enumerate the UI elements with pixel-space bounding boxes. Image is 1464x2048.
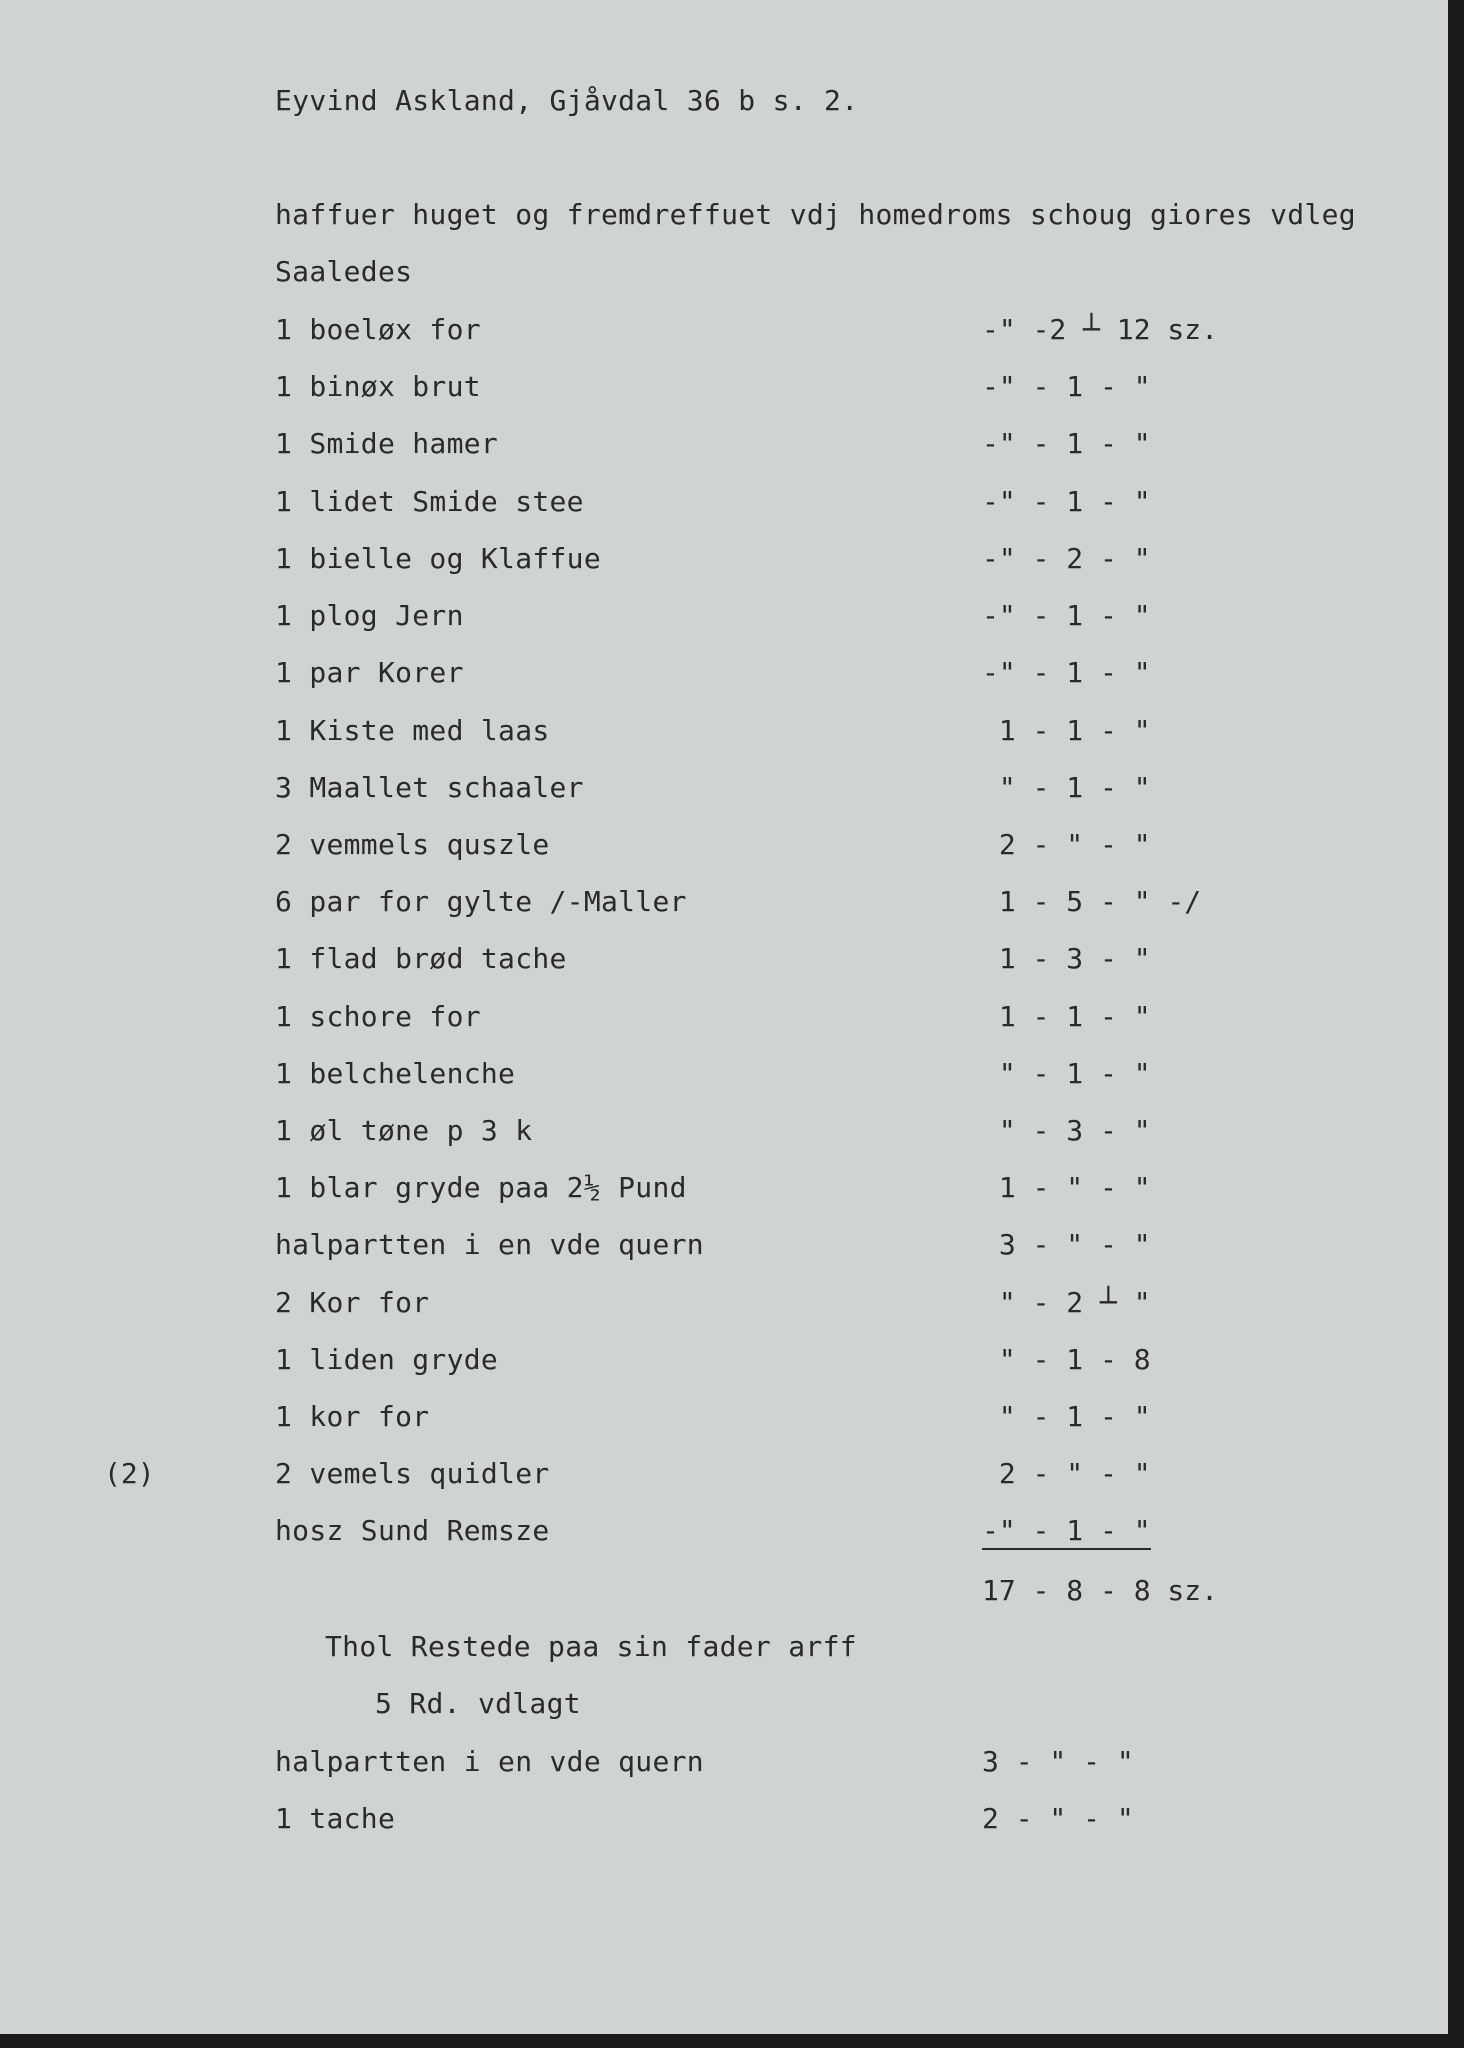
- item-amount: -" - 1 - ": [982, 485, 1151, 518]
- item-amount: -" - 1 - ": [982, 1514, 1151, 1550]
- item-text: 1 binøx brut: [275, 370, 481, 403]
- item-text: 1 plog Jern: [275, 599, 464, 632]
- item-amount: " - 1 - ": [982, 1057, 1151, 1090]
- item-text: hosz Sund Remsze: [275, 1514, 550, 1547]
- item-amount: 1 - 5 - " -/: [982, 885, 1202, 918]
- item-text: 1 liden gryde: [275, 1343, 499, 1376]
- item-text: 1 flad brød tache: [275, 942, 567, 975]
- item-amount: -" - 1 - ": [982, 370, 1151, 403]
- intro-line-1: haffuer huget og fremdreffuet vdj homedroms schoug giores vdleg: [275, 198, 1356, 231]
- item-text: halpartten i en vde quern: [275, 1228, 704, 1261]
- item-text: 2 Kor for: [275, 1286, 430, 1319]
- item-amount: 2 - " - ": [982, 1802, 1134, 1835]
- item-amount: 2 - " - ": [982, 828, 1151, 861]
- item-text: 1 schore for: [275, 1000, 481, 1033]
- item-amount: " - 1 - ": [982, 771, 1151, 804]
- page-header: Eyvind Askland, Gjåvdal 36 b s. 2.: [275, 84, 859, 117]
- item-amount: -" -2 ┴ 12 sz.: [982, 313, 1219, 346]
- item-text: 1 øl tøne p 3 k: [275, 1114, 533, 1147]
- item-text: 1 Smide hamer: [275, 427, 499, 460]
- item-text: 6 par for gylte /-Maller: [275, 885, 687, 918]
- item-text: 2 vemels quidler: [275, 1457, 550, 1490]
- item-amount: 3 - " - ": [982, 1745, 1134, 1778]
- item-amount: 3 - " - ": [982, 1228, 1151, 1261]
- item-amount: 2 - " - ": [982, 1457, 1151, 1490]
- item-text: 1 blar gryde paa 2½ Pund: [275, 1171, 687, 1204]
- item-amount: 1 - 1 - ": [982, 1000, 1151, 1033]
- item-text: 2 vemmels quszle: [275, 828, 550, 861]
- item-amount: -" - 1 - ": [982, 427, 1151, 460]
- item-amount: " - 2 ┴ ": [982, 1286, 1151, 1319]
- item-amount: 1 - " - ": [982, 1171, 1151, 1204]
- item-amount: -" - 2 - ": [982, 542, 1151, 575]
- total-sum: 17 - 8 - 8 sz.: [982, 1574, 1219, 1607]
- item-text: 1 boeløx for: [275, 313, 481, 346]
- section2-subheading: 5 Rd. vdlagt: [375, 1687, 581, 1720]
- item-text: 1 belchelenche: [275, 1057, 516, 1090]
- intro-line-2: Saaledes: [275, 255, 413, 288]
- item-text: 1 par Korer: [275, 656, 464, 689]
- item-amount: 1 - 1 - ": [982, 714, 1151, 747]
- item-text: 1 Kiste med laas: [275, 714, 550, 747]
- item-text: 1 kor for: [275, 1400, 430, 1433]
- item-amount: " - 1 - ": [982, 1400, 1151, 1433]
- item-text: 3 Maallet schaaler: [275, 771, 584, 804]
- item-amount: -" - 1 - ": [982, 599, 1151, 632]
- item-amount: 1 - 3 - ": [982, 942, 1151, 975]
- item-amount: " - 1 - 8: [982, 1343, 1151, 1376]
- section2-heading: Thol Restede paa sin fader arff: [325, 1630, 857, 1663]
- item-amount: " - 3 - ": [982, 1114, 1151, 1147]
- item-amount: -" - 1 - ": [982, 656, 1151, 689]
- margin-note: (2): [104, 1457, 155, 1490]
- item-text: 1 lidet Smide stee: [275, 485, 584, 518]
- item-text: 1 tache: [275, 1802, 396, 1835]
- item-text: 1 bielle og Klaffue: [275, 542, 601, 575]
- item-text: halpartten i en vde quern: [275, 1745, 704, 1778]
